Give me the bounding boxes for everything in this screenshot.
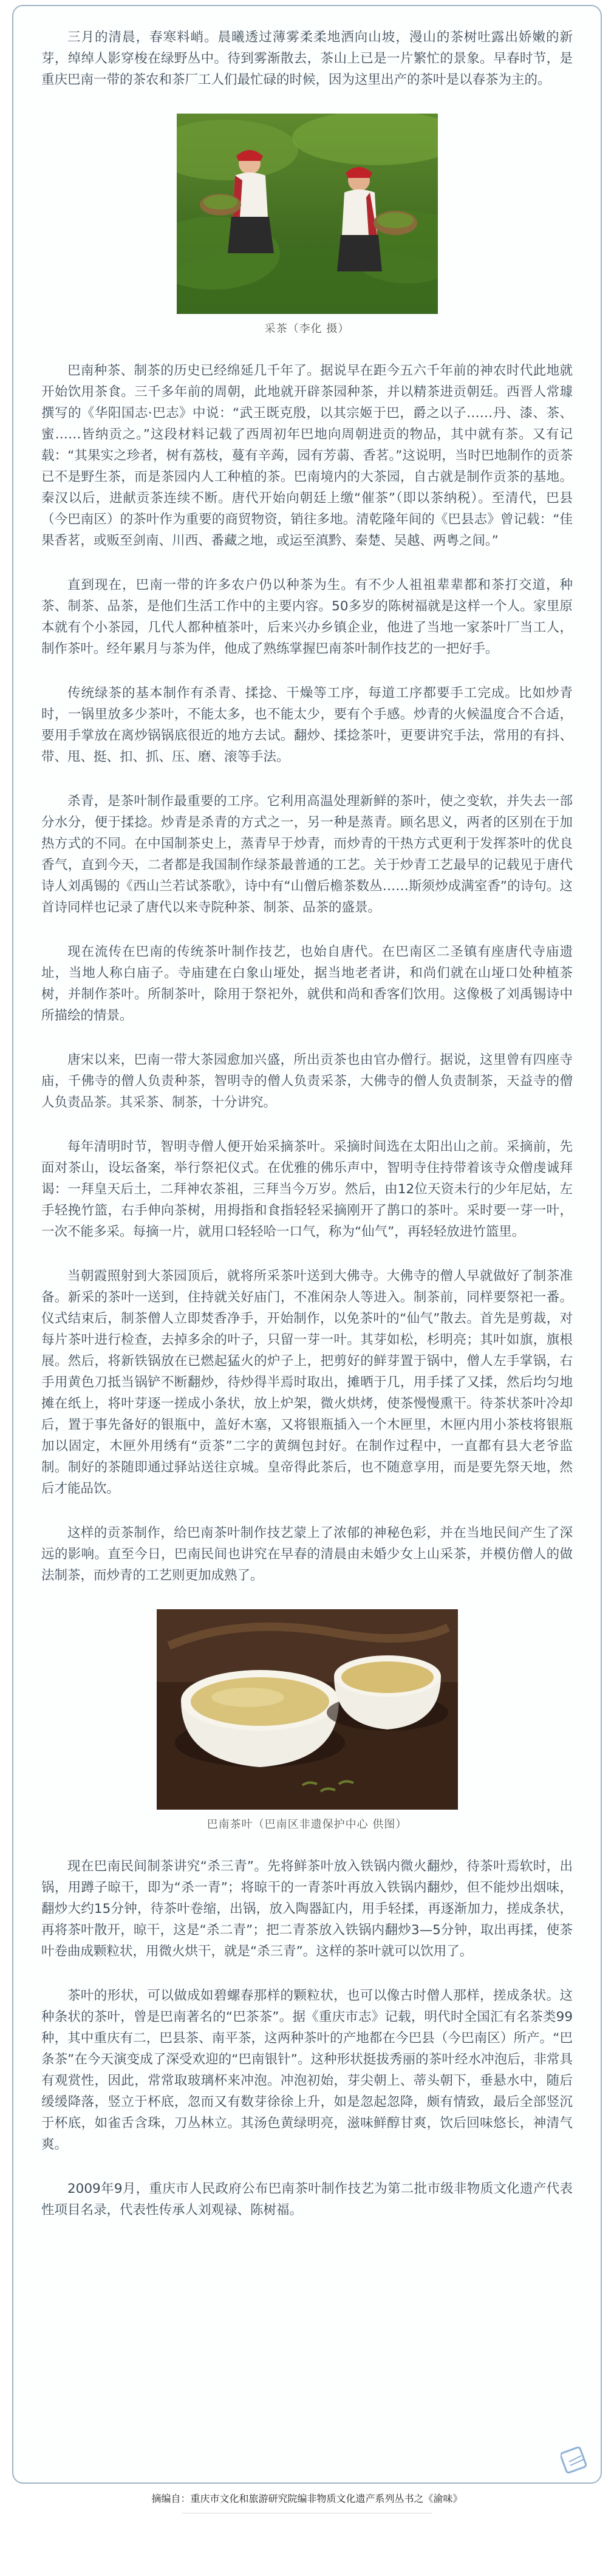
- paragraph-2: 巴南种茶、制茶的历史已经绵延几千年了。据说早在距今五六千年前的神农时代此地就开始饮用茶食。三千多年前的周朝，此地就开辟茶园种茶，并以精茶进贡朝廷。西晋人常璩撰写的《华阳国志·巴志》中说：“武王既克殷，以其宗姬于巴，爵之以子……丹、漆、茶、蜜……皆纳贡之。”这段材料记载了西周初年巴地向周朝进贡的物品，其中就有茶。又有记载：“其果实之珍者，树有荔枝，蔓有辛蒟，园有芳蒻、香茗。”这说明，当时巴地制作的贡茶已不是野生茶，而是茶园内人工种植的茶。巴南境内的大茶园，自古就是制作贡茶的基地。秦汉以后，进献贡茶连续不断。唐代开始向朝廷上缴“催茶”（即以茶纳税）。至清代，巴县（今巴南区）的茶叶作为重要的商贸物资，销往多地。清乾隆年间的《巴县志》曾记载：“佳果香茗，或贩至剑南、川西、番藏之地，或运至滇黔、秦楚、吴越、两粤之间。”: [41, 363, 573, 548]
- paragraph-8: 每年清明时节，智明寺僧人便开始采摘茶叶。采摘时间选在太阳出山之前。采摘前，先面对茶山，设坛备案，举行祭祀仪式。在优雅的佛乐声中，智明寺住持带着该寺众僧虔诚拜谒：一拜皇天后土，二拜神农茶祖，三拜当今万岁。然后，由12位天资未行的少年尼姑，左手轻挽竹篮，右手伸向茶树，用拇指和食指轻轻采摘刚开了鹊口的茶叶。采时要一芽一叶，一次不能多采。每摘一片，就用口轻轻哈一口气，称为“仙气”，再轻轻放进竹篮里。: [41, 1139, 573, 1239]
- paragraph-10: 这样的贡茶制作，给巴南茶叶制作技艺蒙上了浓郁的神秘色彩，并在当地民间产生了深远的影响。直至今日，巴南民间也讲究在早春的清晨由未婚少女上山采茶，并模仿僧人的做法制茶，而炒青的工艺则更加成熟了。: [41, 1525, 573, 1583]
- figure-caption: 巴南茶叶（巴南区非遗保护中心 供图）: [206, 1818, 408, 1831]
- tea-cups-photo: [157, 1609, 458, 1810]
- decorative-seal-icon: [561, 2444, 592, 2475]
- figure-caption: 采茶（李化 摄）: [264, 322, 350, 335]
- paragraph-7: 唐宋以来，巴南一带大茶园愈加兴盛，所出贡茶也由官办僧行。据说，这里曾有四座寺庙，千佛寺的僧人负责种茶，智明寺的僧人负责采茶，大佛寺的僧人负责制茶，天益寺的僧人负责品茶。其采茶、制茶，十分讲究。: [41, 1052, 573, 1110]
- article-body: [13, 6, 601, 2221]
- paragraph-9: 当朝霞照射到大茶园顶后，就将所采茶叶送到大佛寺。大佛寺的僧人早就做好了制茶准备。新采的茶叶一送到，住持就关好庙门，不准闲杂人等进入。制茶前，同样要祭祀一番。仪式结束后，制茶僧人立即焚香净手，开始制作，以免茶叶的“仙气”散去。首先是剪裁，对每片茶叶进行检查，去掉多余的叶子，只留一芽一叶。其芽如松，杉明亮；其叶如旗，旗根展。然后，将新铁锅放在已燃起猛火的炉子上，把剪好的鲜芽置于锅中，僧人左手掌锅，右手用黄色刀抵当锅铲不断翻炒，待炒得半焉时取出，摊晒于几，用手揉了又揉，然后均匀地摊在纸上，将叶芽逐一搓成小条状，放上炉架，微火烘烤，使茶慢慢熏干。待茶状茶叶冷却后，置于事先备好的银瓶中，盖好木塞，又将银瓶插入一个木匣里，木匣内用小茶枝将银瓶加以固定，木匣外用绣有“贡茶”二字的黄绸包封好。在制作过程中，一直都有县大老爷监制。制好的茶随即通过驿站送往京城。皇帝得此茶后，也不随意享用，而是要先祭天地，然后才能品饮。: [41, 1269, 573, 1496]
- tea-picking-photo: [177, 114, 438, 314]
- paragraph-13: 2009年9月，重庆市人民政府公布巴南茶叶制作技艺为第二批市级非物质文化遗产代表性项目名录，代表性传承人刘观禄、陈树福。: [41, 2181, 573, 2218]
- paragraph-6: 现在流传在巴南的传统茶叶制作技艺，也始自唐代。在巴南区二圣镇有座唐代寺庙遗址，当地人称白庙子。寺庙建在白象山垭处，据当地老者讲，和尚们就在山垭口处种植茶树，并制作茶叶。所制茶叶，除用于祭祀外，就供和尚和香客们饮用。这像极了刘禹锡诗中所描绘的情景。: [41, 944, 573, 1023]
- source-footer: 摘编自：重庆市文化和旅游研究院编非物质文化遗产系列丛书之《渝味》: [151, 2493, 463, 2504]
- paragraph-11: 现在巴南民间制茶讲究“杀三青”。先将鲜茶叶放入铁锅内微火翻炒，待茶叶焉软时，出锅，用蹲子晾干，即为“杀一青”；将晾干的一青茶叶再放入铁锅内翻炒，但不能炒出烟味，翻炒大约15分钟，待茶叶卷缩，出锅，放入陶器缸内，用手轻揉，再逐渐加力，搓成条状，再将茶叶散开，晾干，这是“杀二青”；把二青茶放入铁锅内翻炒3—5分钟，取出再揉，使茶叶卷曲成颗粒状，用微火烘干，就是“杀三青”。这样的茶叶就可以饮用了。: [41, 1859, 573, 1959]
- paragraph-4: 传统绿茶的基本制作有杀青、揉捻、干燥等工序，每道工序都要手工完成。比如炒青时，一锅里放多少茶叶，不能太多，也不能太少，要有个手感。炒青的火候温度合不合适，要用手掌放在离炒锅锅底很近的地方去试。翻炒、揉捻茶叶，更要讲究手法，常用的有抖、带、甩、挺、扣、抓、压、磨、滚等手法。: [41, 686, 573, 765]
- paragraph-12: 茶叶的形状，可以做成如碧螺春那样的颗粒状，也可以像古时僧人那样，搓成条状。这种条状的茶叶，曾是巴南著名的“巴茶茶”。据《重庆市志》记载，明代时全国汇有名茶类99种，其中重庆有二，巴县茶、南平茶，这两种茶叶的产地都在今巴县（今巴南区）所产。“巴条茶”在今天演变成了深受欢迎的“巴南银针”。这种形状挺拔秀丽的茶叶经水冲泡后，非常具有观赏性，因此，常常取玻璃杯来冲泡。冲泡初始，芽尖朝上、蒂头朝下，垂悬水中，随后缓缓降落，竖立于杯底，忽而又有数芽徐徐上升，如是忽起忽降，颇有情致，最后全部竖沉于杯底，如雀舌含珠，刀丛林立。其汤色黄绿明亮，滋味鲜醇甘爽，饮后回味悠长，神清气爽。: [41, 1988, 573, 2152]
- paragraph-1: 三月的清晨，春寒料峭。晨曦透过薄雾柔柔地洒向山坡，漫山的茶树吐露出娇嫩的新芽，绰绰人影穿梭在绿野丛中。待到雾渐散去，茶山上已是一片繁忙的景象。早春时节，是重庆巴南一带的茶农和茶厂工人们最忙碌的时候，因为这里出产的茶叶是以春茶为主的。: [41, 30, 573, 87]
- article-card: [12, 5, 602, 2484]
- figure-tea-cups: [41, 1609, 573, 1831]
- figure-tea-picking: [41, 114, 573, 336]
- paragraph-5: 杀青，是茶叶制作最重要的工序。它利用高温处理新鲜的茶叶，使之变软，并失去一部分水分，便于揉捻。炒青是杀青的方式之一，另一种是蒸青。顾名思义，两者的区别在于加热方式的不同。在中国制茶史上，蒸青早于炒青，而炒青的干热方式更利于发挥茶叶的优良香气，直到今天，二者都是我国制作绿茶最普通的工艺。关于炒青工艺最早的记载见于唐代诗人刘禹锡的《西山兰若试茶歌》，诗中有“山僧后檐茶数丛……斯须炒成满室香”的诗句。这首诗同样也记录了唐代以来寺院种茶、制茶、品茶的盛景。: [41, 794, 573, 915]
- paragraph-3: 直到现在，巴南一带的许多农户仍以种茶为生。有不少人祖祖辈辈都和茶打交道，种茶、制茶、品茶，是他们生活工作中的主要内容。50多岁的陈树福就是这样一个人。家里原本就有个小茶园，几代人都种植茶叶，后来兴办乡镇企业，他进了当地一家茶叶厂当工人，制作茶叶。经年累月与茶为伴，他成了熟练掌握巴南茶叶制作技艺的一把好手。: [41, 578, 573, 656]
